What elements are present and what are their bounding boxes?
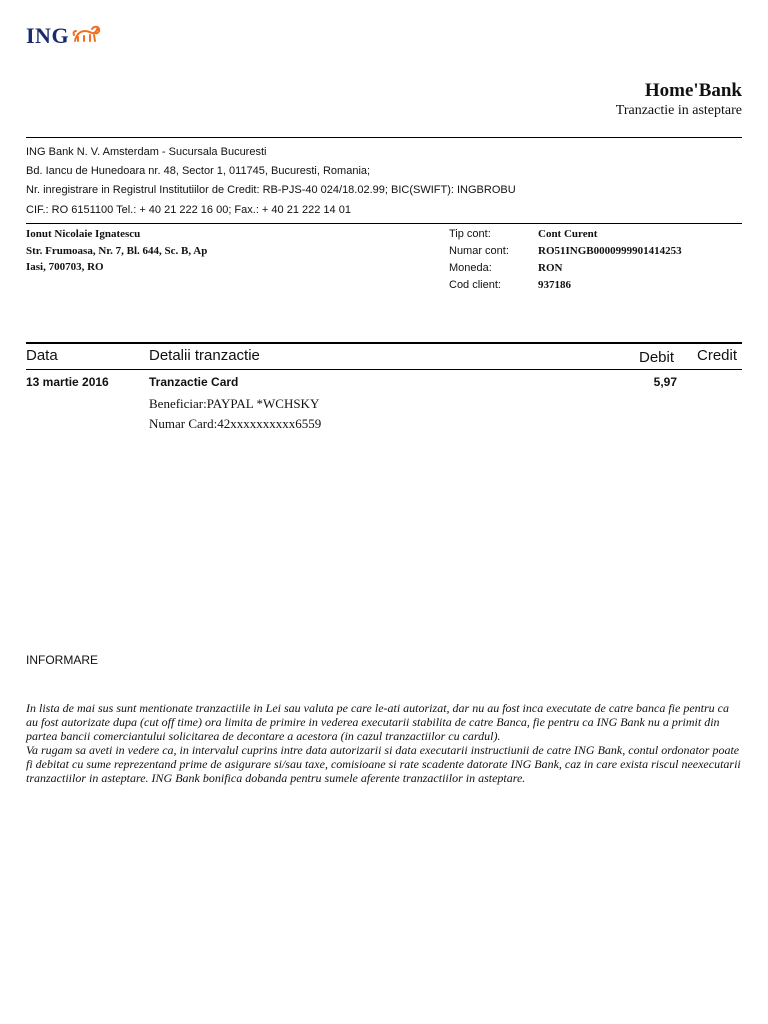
- ing-logo: [26, 22, 102, 50]
- info-paragraph-2: Va rugam sa aveti in vedere ca, in intervalul cuprins intre data autorizarii si data executarii instructiunii de catre ING Bank, contul ordonator poate fi debitat cu sume reprezentand prime de asigurare si/sau taxe, comisioane si rate scadente datorate ING Bank, caz in care exista riscul neexecutarii tranzactiilor in asteptare. ING Bank bonifica dobanda pentru sumele aferente tranzactiilor in asteptare.: [26, 743, 741, 785]
- document-subtitle: Tranzactie in asteptare: [615, 103, 742, 118]
- currency-value: RON: [538, 262, 563, 274]
- transaction-debit: 5,97: [653, 375, 677, 389]
- header-divider: [26, 137, 742, 138]
- customer-address-line2: Iasi, 700703, RO: [26, 261, 104, 273]
- bank-registration: Nr. inregistrare in Registrul Institutiilor de Credit: RB-PJS-40 024/18.02.99; BIC(SWIFT): INGBROBU: [26, 184, 516, 196]
- column-header-credit: Credit: [697, 347, 738, 364]
- transaction-card-number: Numar Card:42xxxxxxxxxx6559: [149, 416, 322, 431]
- transaction-title: Tranzactie Card: [149, 375, 239, 389]
- client-code-label: Cod client:: [449, 279, 501, 291]
- client-code-value: 937186: [538, 279, 571, 291]
- info-text: [26, 701, 742, 785]
- account-number-label: Numar cont:: [449, 245, 509, 257]
- brand-name: ING: [26, 23, 70, 48]
- bank-name: ING Bank N. V. Amsterdam - Sucursala Bucuresti: [26, 146, 267, 158]
- account-type-value: Cont Curent: [538, 228, 598, 240]
- lion-icon: [72, 23, 102, 50]
- customer-address-line1: Str. Frumoasa, Nr. 7, Bl. 644, Sc. B, Ap: [26, 245, 208, 257]
- column-header-details: Detalii tranzactie: [149, 347, 260, 364]
- table-top-rule: [26, 342, 742, 344]
- customer-name: Ionut Nicolaie Ignatescu: [26, 228, 141, 240]
- info-title: INFORMARE: [26, 653, 98, 667]
- currency-label: Moneda:: [449, 262, 492, 274]
- column-header-date: Data: [26, 347, 58, 364]
- column-header-debit: Debit: [639, 349, 675, 366]
- transaction-beneficiary: Beneficiar:PAYPAL *WCHSKY: [149, 396, 320, 411]
- bank-contact: CIF.: RO 6151100 Tel.: + 40 21 222 16 00; Fax.: + 40 21 222 14 01: [26, 204, 351, 216]
- table-header-rule: [26, 369, 742, 370]
- bank-address: Bd. Iancu de Hunedoara nr. 48, Sector 1, 011745, Bucuresti, Romania;: [26, 165, 371, 177]
- bank-divider: [26, 223, 742, 224]
- transaction-date: 13 martie 2016: [26, 375, 109, 389]
- info-paragraph-1: In lista de mai sus sunt mentionate tranzactiile in Lei sau valuta pe care le-ati autorizat, dar nu au fost inca executate de catre banca fie pentru ca au fost autorizate dupa (cut off time) ora limita de primire in vederea executarii stabilita de catre Banca, fie pentru ca ING Bank nu a primit din partea bancii comerciantului solicitarea de decontare a acestora (in cazul tranzactiilor cu cardul).: [26, 701, 730, 743]
- homebank-title: Home'Bank: [644, 80, 742, 101]
- account-number-value: RO51INGB0000999901414253: [538, 245, 682, 257]
- account-type-label: Tip cont:: [449, 228, 491, 240]
